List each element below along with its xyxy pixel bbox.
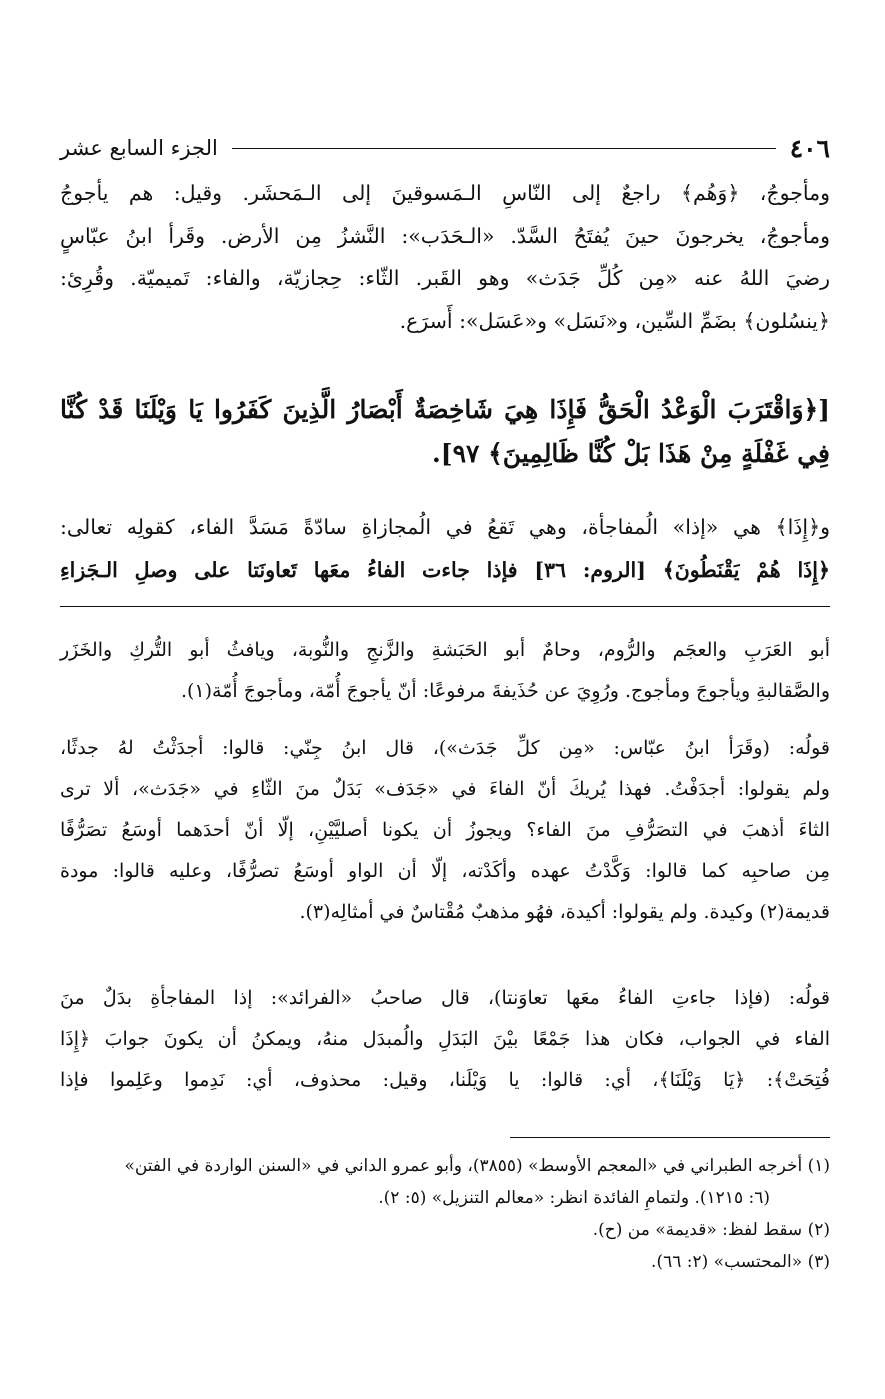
commentary-line: قولُه: (فإذا جاءتِ الفاءُ معَها تعاوَنتا)، قال صاحبُ «الفرائد»: إذا المفاجأةِ بدَلٌ منَ — [60, 987, 830, 1009]
commentary-line: فُتِحَتْ﴾: ﴿يَا وَيْلَنَا﴾، أي: قالوا: يا وَيْلَنا، وقيل: محذوف، أي: نَدِموا وعَلِموا فإذا — [60, 1069, 830, 1091]
main-line: ومأجوجُ، يخرجونَ حينَ يُفتَحُ السَّدّ. «الـحَدَب»: النَّشزُ مِن الأرض. وقَرأ ابنُ عبّاسٍ — [60, 223, 830, 248]
commentary-line: قولُه: (وقَرَأ ابنُ عبّاس: «مِن كلِّ جَدَث»)، قال ابنُ جِنّي: قالوا: أجدَثْتُ لهُ جدثًا، — [60, 737, 830, 759]
running-title: الجزء السابع عشر — [60, 136, 218, 160]
commentary-block-1 — [60, 630, 830, 712]
explanation-line: ﴿إِذَا هُمْ يَقْنَطُونَ﴾ [الروم: ٣٦] فإذا جاءت الفاءُ معَها تَعاونَتا على وصلِ الـجَزاءِ — [60, 557, 830, 582]
commentary-line: الثاءَ أذهبَ في التصَرُّفِ منَ الفاء؟ ويجوزُ أن يكونا أصليَّيْنِ، إلّا أنّ أحدَهما أوسَعُ تصَرُّفًا — [60, 819, 830, 841]
section-divider — [60, 606, 830, 607]
main-line: ومأجوجُ، ﴿وَهُم﴾ راجعٌ إلى النّاسِ الـمَسوقينَ إلى الـمَحشَر. وقيل: هم يأجوجُ — [60, 181, 830, 205]
commentary-line: قديمة(٢) وكيدة. ولم يقولوا: أكيدة، فهُو مذهبٌ مُقْتاسٌ في أمثالِه(٣). — [299, 901, 830, 923]
commentary-line: والصَّقالبةِ ويأجوجَ ومأجوج. ورُوِيَ عن حُذَيفةَ مرفوعًا: أنّ يأجوجَ أُمّة، ومأجوجَ أُمّة(١). — [180, 680, 830, 702]
commentary-block-2 — [60, 728, 830, 933]
page-number: ٤٠٦ — [789, 133, 830, 163]
footnote-divider — [510, 1137, 830, 1138]
footnote: (١) أخرجه الطبراني في «المعجم الأوسط» (٣٨٥٥)، وأبو عمرو الداني في «السنن الواردة في الفتن» — [124, 1156, 830, 1176]
footnotes — [60, 1150, 830, 1278]
page-header — [60, 128, 830, 168]
page — [60, 0, 830, 1399]
commentary-line: الفاء في الجواب، فكان هذا جَمْعًا بيْنَ البَدَلِ والُمبدَل منهُ، ويمكنُ أن يكونَ جوابَ ﴿إِذَا — [60, 1028, 830, 1050]
commentary-line: مِن صاحبِه كما قالوا: وَكَّدْتُ عهده وأكَدْته، إلّا أن الواو أوسَعُ تصرُّفًا، وعليه قالوا: مودة — [60, 860, 830, 882]
explanation-line: و﴿إِذَا﴾ هي «إذا» الُمفاجأة، وهي تَقعُ في الُمجازاةِ سادّةً مَسَدَّ الفاء، كقولِه تعالى: — [60, 515, 830, 539]
footnote: (٣) «المحتسب» (٢: ٦٦). — [651, 1252, 830, 1272]
main-text — [60, 172, 830, 342]
verse-line: فِي غَفْلَةٍ مِنْ هَذَا بَلْ كُنَّا ظَالِمِينَ﴾ ٩٧]. — [432, 439, 830, 468]
main-line: ﴿ينسُلون﴾ بضَمِّ السِّين، و«نَسَل» و«عَسَل»: أَسرَع. — [399, 308, 830, 333]
quran-verse — [60, 388, 830, 476]
footnote: (٢) سقط لفظ: «قديمة» من (ح). — [592, 1220, 830, 1240]
commentary-line: ولم يقولوا: أجدَفْتُ. فهذا يُريكَ أنّ الفاءَ في «جَدَف» بَدَلٌ منَ الثّاءِ في «جَدَث»، ألا ترى — [60, 778, 830, 800]
verse-line: [﴿وَاقْتَرَبَ الْوَعْدُ الْحَقُّ فَإِذَا هِيَ شَاخِصَةٌ أَبْصَارُ الَّذِينَ كَفَرُوا يَا وَيْلَنَا قَدْ كُنَّا — [60, 395, 830, 424]
footnote: (٦: ١٢١٥). ولتمامِ الفائدة انظر: «معالم التنزيل» (٥: ٢). — [378, 1188, 770, 1208]
commentary-line: أبو العَرَبِ والعجَم والرُّوم، وحامٌ أبو الحَبَشةِ والزَّنجِ والنُّوبة، ويافثُ أبو التُّركِ والخَزَر — [60, 639, 830, 661]
header-rule — [232, 148, 776, 149]
commentary-block-3 — [60, 978, 830, 1101]
explanation-text — [60, 506, 830, 591]
main-line: رضيَ اللهُ عنه «مِن كُلِّ جَدَث» وهو القَبر. الثّاء: حِجازيّة، والفاء: تَميميّة. وقُرِئ: — [60, 266, 830, 290]
